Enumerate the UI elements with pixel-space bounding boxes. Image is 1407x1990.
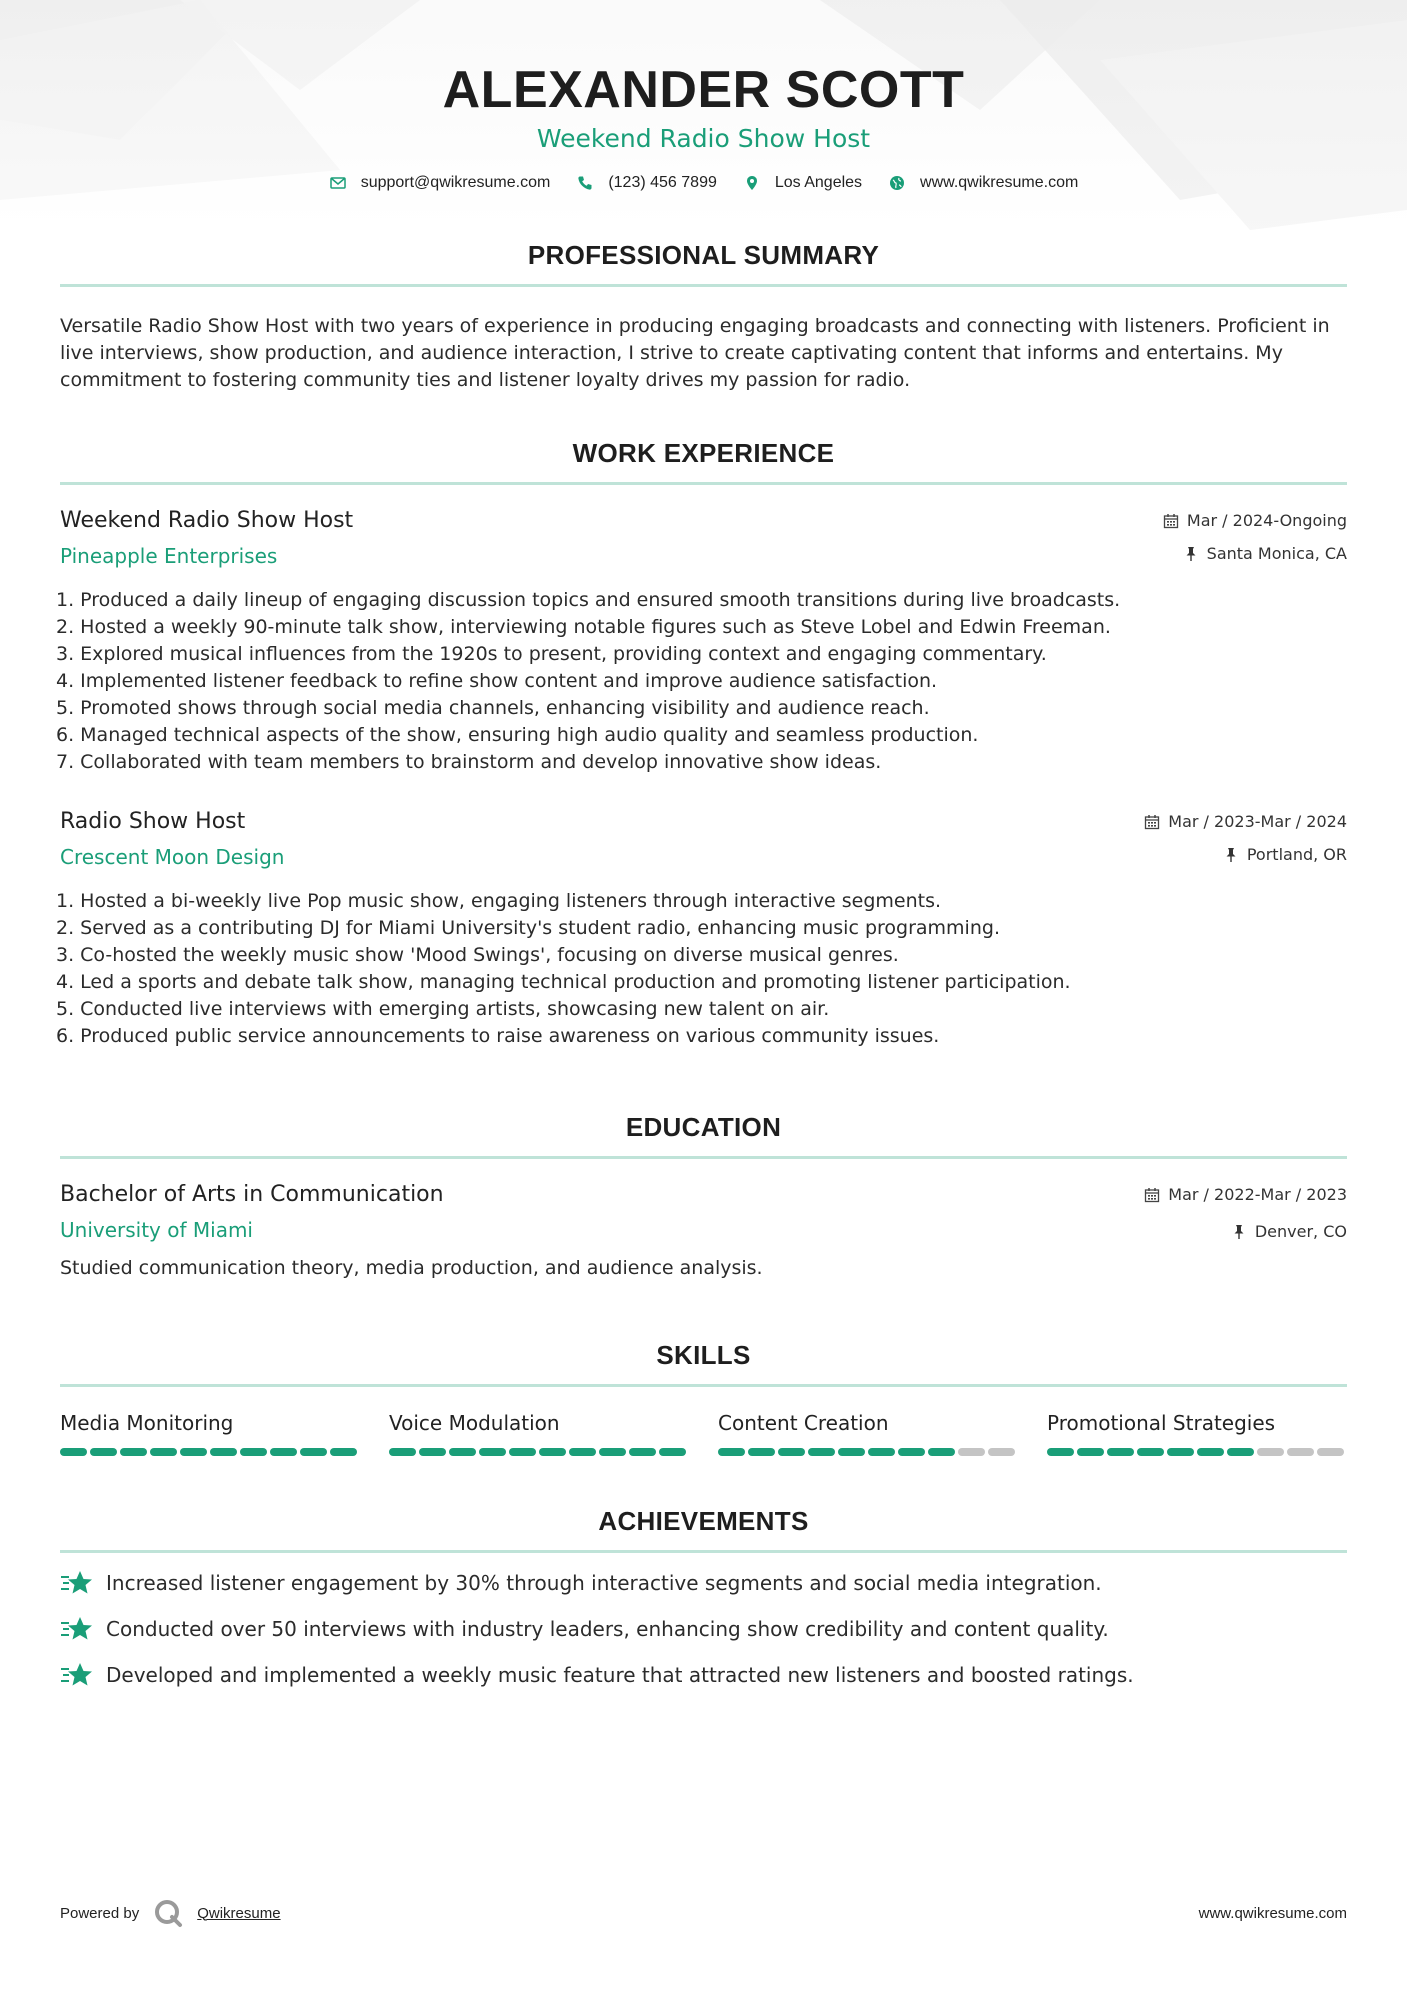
map-pin-icon bbox=[743, 174, 761, 192]
skill-segment-filled bbox=[659, 1448, 686, 1456]
skill-segment-filled bbox=[569, 1448, 596, 1456]
skill-segment-empty bbox=[1287, 1448, 1314, 1456]
skill-rating-bar bbox=[718, 1448, 1018, 1456]
skill-item bbox=[1047, 1411, 1347, 1456]
list-item: 1. Hosted a bi-weekly live Pop music show, engaging listeners through interactive segments. bbox=[56, 890, 942, 912]
skill-segment-filled bbox=[479, 1448, 506, 1456]
job-location: Portland, OR bbox=[1246, 845, 1347, 864]
skill-segment-filled bbox=[898, 1448, 925, 1456]
list-item: 3. Co-hosted the weekly music show 'Mood Swings', focusing on diverse musical genres. bbox=[56, 944, 899, 966]
education-location: Denver, CO bbox=[1254, 1222, 1347, 1241]
qwikresume-logo-icon bbox=[153, 1898, 183, 1928]
candidate-name: ALEXANDER SCOTT bbox=[442, 61, 965, 119]
pushpin-icon bbox=[1231, 1224, 1247, 1240]
skill-item bbox=[389, 1411, 689, 1456]
section-divider bbox=[60, 1384, 1347, 1387]
contact-bar bbox=[60, 172, 1347, 194]
list-item: 5. Conducted live interviews with emerging artists, showcasing new talent on air. bbox=[56, 998, 830, 1020]
job-bullets bbox=[56, 587, 1347, 776]
skill-segment-filled bbox=[150, 1448, 177, 1456]
skill-name: Content Creation bbox=[718, 1411, 889, 1435]
star-icon bbox=[60, 1614, 94, 1644]
skill-item bbox=[718, 1411, 1018, 1456]
globe-icon bbox=[888, 174, 906, 192]
contact-email-text: support@qwikresume.com bbox=[360, 174, 551, 191]
phone-icon bbox=[576, 174, 594, 192]
page-footer bbox=[60, 1898, 1347, 1928]
skill-segment-filled bbox=[629, 1448, 656, 1456]
summary-heading: PROFESSIONAL SUMMARY bbox=[527, 240, 880, 270]
skills-heading: SKILLS bbox=[656, 1340, 751, 1370]
skill-segment-filled bbox=[599, 1448, 626, 1456]
skill-segment-filled bbox=[868, 1448, 895, 1456]
experience-heading: WORK EXPERIENCE bbox=[572, 438, 835, 468]
job-location: Santa Monica, CA bbox=[1206, 544, 1347, 563]
skill-segment-filled bbox=[778, 1448, 805, 1456]
calendar-icon bbox=[1163, 513, 1179, 529]
achievements-section bbox=[60, 1506, 1347, 1691]
job-bullets bbox=[56, 888, 1347, 1050]
job-entry bbox=[56, 507, 1347, 776]
section-divider bbox=[60, 1156, 1347, 1159]
skill-segment-filled bbox=[120, 1448, 147, 1456]
job-dates: Mar / 2024-Ongoing bbox=[1186, 511, 1347, 530]
skill-segment-filled bbox=[1197, 1448, 1224, 1456]
section-divider bbox=[60, 482, 1347, 485]
list-item: 6. Managed technical aspects of the show, ensuring high audio quality and seamless production. bbox=[56, 724, 979, 746]
skill-segment-filled bbox=[180, 1448, 207, 1456]
star-icon bbox=[60, 1568, 94, 1598]
contact-location-text: Los Angeles bbox=[774, 174, 863, 191]
list-item: 2. Hosted a weekly 90-minute talk show, interviewing notable figures such as Steve Lobel and Edwin Freeman. bbox=[56, 616, 1111, 638]
job-dates: Mar / 2023-Mar / 2024 bbox=[1168, 812, 1347, 831]
section-divider bbox=[60, 284, 1347, 287]
skill-segment-filled bbox=[718, 1448, 745, 1456]
skill-segment-filled bbox=[539, 1448, 566, 1456]
skill-segment-filled bbox=[1047, 1448, 1074, 1456]
calendar-icon bbox=[1144, 814, 1160, 830]
skill-segment-filled bbox=[1137, 1448, 1164, 1456]
footer-website[interactable]: www.qwikresume.com bbox=[1198, 1904, 1347, 1922]
contact-email[interactable] bbox=[329, 174, 551, 192]
skill-segment-filled bbox=[210, 1448, 237, 1456]
achievement-text: Increased listener engagement by 30% through interactive segments and social media integration. bbox=[106, 1571, 1102, 1595]
list-item: 4. Implemented listener feedback to refine show content and improve audience satisfaction. bbox=[56, 670, 938, 692]
achievement-item bbox=[60, 1567, 1347, 1599]
list-item: 3. Explored musical influences from the 1920s to present, providing context and engaging commentary. bbox=[56, 643, 1047, 665]
list-item: 5. Promoted shows through social media channels, enhancing visibility and audience reach. bbox=[56, 697, 930, 719]
skill-segment-empty bbox=[1317, 1448, 1344, 1456]
education-section bbox=[60, 1112, 1347, 1282]
skill-segment-filled bbox=[300, 1448, 327, 1456]
job-company: Pineapple Enterprises bbox=[60, 544, 278, 568]
skill-segment-filled bbox=[330, 1448, 357, 1456]
achievement-item bbox=[60, 1659, 1347, 1691]
summary-text: Versatile Radio Show Host with two years of experience in producing engaging broadcasts and connecting with listeners. Proficient in live interviews, show production, and audience interaction, I strive to create captivating content that informs and entertains. My commitment to fostering community ties and listener loyalty drives my passion for radio. bbox=[60, 315, 1330, 391]
education-dates: Mar / 2022-Mar / 2023 bbox=[1168, 1185, 1347, 1204]
skill-item bbox=[60, 1411, 360, 1456]
skill-segment-filled bbox=[808, 1448, 835, 1456]
skill-segment-filled bbox=[419, 1448, 446, 1456]
skill-segment-filled bbox=[449, 1448, 476, 1456]
skill-segment-empty bbox=[958, 1448, 985, 1456]
contact-phone-text: (123) 456 7899 bbox=[608, 174, 717, 191]
skill-segment-empty bbox=[1257, 1448, 1284, 1456]
list-item: 6. Produced public service announcements to raise awareness on various community issues. bbox=[56, 1025, 940, 1047]
skills-list bbox=[60, 1411, 1347, 1456]
list-item: 4. Led a sports and debate talk show, managing technical production and promoting listener participation. bbox=[56, 971, 1071, 993]
skill-segment-filled bbox=[1227, 1448, 1254, 1456]
job-title: Radio Show Host bbox=[60, 809, 246, 834]
contact-website[interactable] bbox=[888, 174, 1078, 192]
candidate-role: Weekend Radio Show Host bbox=[536, 124, 871, 153]
contact-website-text: www.qwikresume.com bbox=[920, 174, 1079, 191]
skill-segment-filled bbox=[60, 1448, 87, 1456]
contact-phone[interactable] bbox=[576, 174, 717, 192]
job-entry bbox=[56, 808, 1347, 1050]
skill-segment-filled bbox=[1167, 1448, 1194, 1456]
envelope-icon bbox=[329, 174, 347, 192]
degree-title: Bachelor of Arts in Communication bbox=[60, 1182, 444, 1207]
achievement-text: Conducted over 50 interviews with industry leaders, enhancing show credibility and content quality. bbox=[106, 1617, 1109, 1641]
education-heading: EDUCATION bbox=[625, 1112, 782, 1142]
summary-section bbox=[60, 240, 1347, 394]
calendar-icon bbox=[1144, 1187, 1160, 1203]
skill-rating-bar bbox=[389, 1448, 689, 1456]
skill-segment-filled bbox=[509, 1448, 536, 1456]
job-company: Crescent Moon Design bbox=[60, 845, 285, 869]
skill-name: Voice Modulation bbox=[389, 1411, 560, 1435]
skill-segment-empty bbox=[988, 1448, 1015, 1456]
skills-section bbox=[60, 1340, 1347, 1456]
pushpin-icon bbox=[1183, 546, 1199, 562]
achievement-item bbox=[60, 1613, 1347, 1645]
school-name: University of Miami bbox=[60, 1218, 253, 1242]
experience-section bbox=[56, 438, 1347, 1050]
skill-segment-filled bbox=[1107, 1448, 1134, 1456]
skill-rating-bar bbox=[1047, 1448, 1347, 1456]
skill-segment-filled bbox=[748, 1448, 775, 1456]
achievements-heading: ACHIEVEMENTS bbox=[598, 1506, 809, 1536]
job-title: Weekend Radio Show Host bbox=[60, 508, 354, 533]
skill-segment-filled bbox=[240, 1448, 267, 1456]
skill-name: Media Monitoring bbox=[60, 1411, 234, 1435]
powered-by-label: Powered by bbox=[60, 1904, 140, 1922]
skill-segment-filled bbox=[928, 1448, 955, 1456]
pushpin-icon bbox=[1223, 847, 1239, 863]
achievement-text: Developed and implemented a weekly music feature that attracted new listeners and boosted ratings. bbox=[106, 1663, 1134, 1687]
education-description: Studied communication theory, media production, and audience analysis. bbox=[60, 1257, 763, 1279]
skill-segment-filled bbox=[90, 1448, 117, 1456]
skill-segment-filled bbox=[389, 1448, 416, 1456]
qwikresume-link[interactable]: Qwikresume bbox=[197, 1904, 281, 1922]
star-icon bbox=[60, 1660, 94, 1690]
skill-name: Promotional Strategies bbox=[1047, 1411, 1276, 1435]
list-item: 7. Collaborated with team members to brainstorm and develop innovative show ideas. bbox=[56, 751, 882, 773]
skill-segment-filled bbox=[270, 1448, 297, 1456]
list-item: 1. Produced a daily lineup of engaging discussion topics and ensured smooth transitions during live broadcasts. bbox=[56, 589, 1121, 611]
contact-location bbox=[743, 174, 862, 192]
skill-segment-filled bbox=[838, 1448, 865, 1456]
skill-rating-bar bbox=[60, 1448, 360, 1456]
section-divider bbox=[60, 1550, 1347, 1553]
list-item: 2. Served as a contributing DJ for Miami University's student radio, enhancing music programming. bbox=[56, 917, 1000, 939]
skill-segment-filled bbox=[1077, 1448, 1104, 1456]
